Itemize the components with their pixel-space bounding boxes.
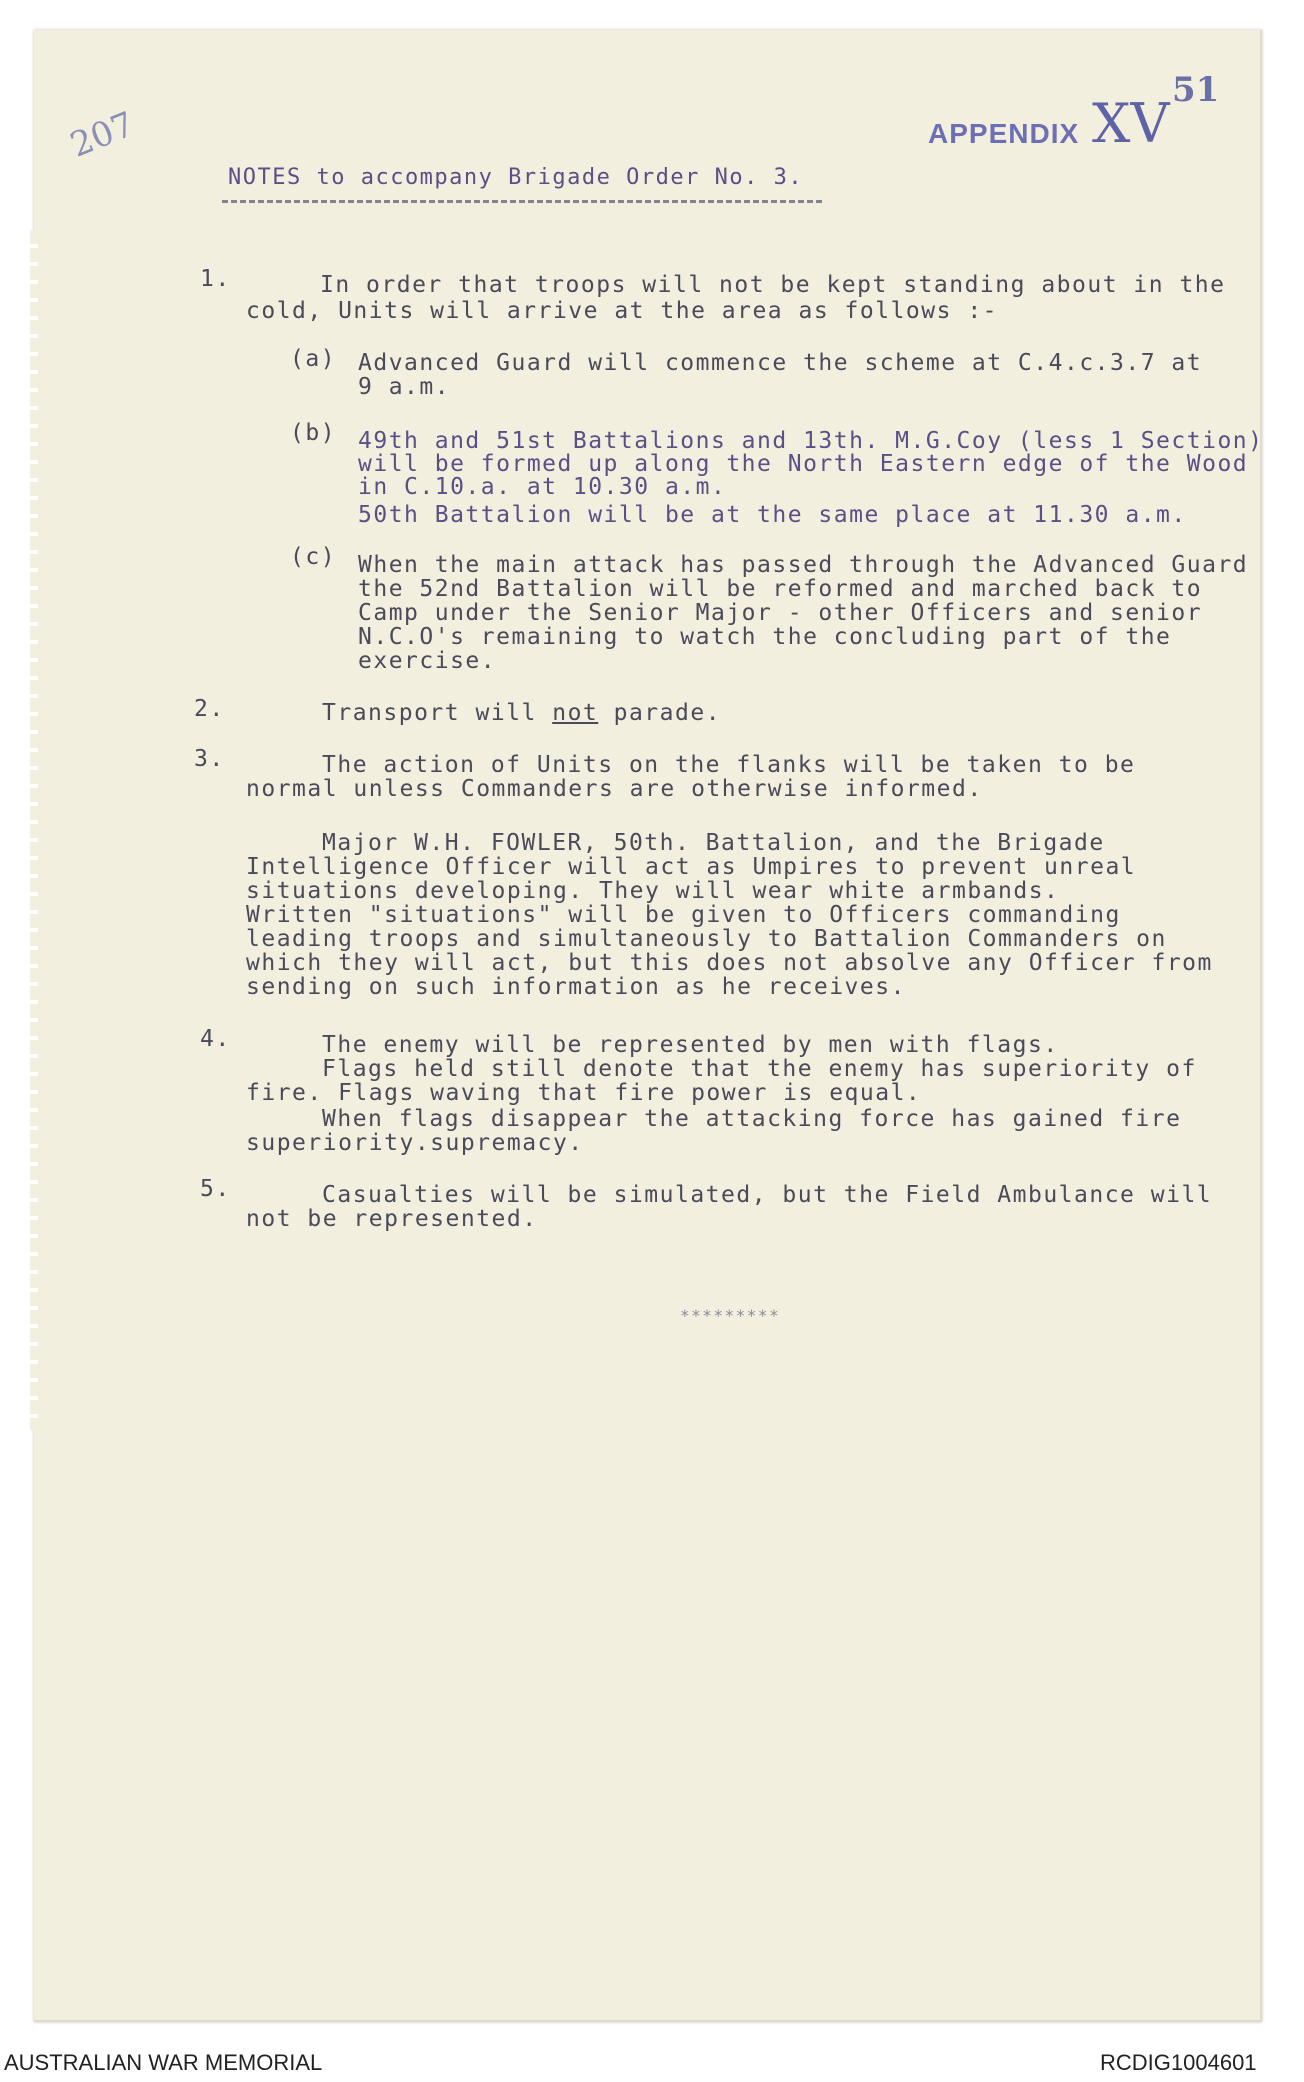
item-1a-line: Advanced Guard will commence the scheme at C.4.c.3.7 at [358,350,1203,376]
item-1c-line: When the main attack has passed through the Advanced Guard [358,552,1249,578]
item-3-para2-line: leading troops and simultaneously to Battalion Commanders on [246,926,1167,952]
item-2-number: 2. [194,696,225,722]
item-4-number: 4. [200,1026,231,1052]
appendix-stamp: APPENDIX [928,118,1080,149]
item-1b-line: 49th and 51st Battalions and 13th. M.G.Coy (less 1 Section) [358,428,1264,454]
item-1a-label: (a) [290,346,337,372]
item-1-number: 1. [200,266,231,292]
item-3-para2-line: sending on such information as he receives. [246,974,906,1000]
item-3-para2-line: situations developing. They will wear white armbands. [246,878,1060,904]
item-4-line: Flags held still denote that the enemy has superiority of [322,1056,1197,1082]
item-2-line [322,700,721,726]
item-4-line: fire. Flags waving that fire power is equal. [246,1080,922,1106]
end-of-document-mark: ********* [680,1306,781,1325]
pencil-page-number: 207 [64,104,141,166]
item-1c-line: the 52nd Battalion will be reformed and marched back to [358,576,1203,602]
item-1c-line: Camp under the Senior Major - other Officers and senior [358,600,1203,626]
footer-record-id: RCDIG1004601 [1100,2050,1257,2075]
item-4-line: The enemy will be represented by men with flags. [322,1032,1059,1058]
item-5-line: Casualties will be simulated, but the Field Ambulance will [322,1182,1213,1208]
item-2-text-post: parade. [598,700,722,726]
item-3-para2-line: Major W.H. FOWLER, 50th. Battalion, and the Brigade [322,830,1105,856]
item-1-line: In order that troops will not be kept standing about in the [320,272,1226,298]
item-3-para2-line: Intelligence Officer will act as Umpires to prevent unreal [246,854,1137,880]
item-2-text-pre: Transport will [322,700,553,726]
item-1b-line: 50th Battalion will be at the same place at 11.30 a.m. [358,502,1187,528]
item-1b-line: in C.10.a. at 10.30 a.m. [358,474,727,500]
folio-number: 51 [1172,70,1220,110]
page-title: NOTES to accompany Brigade Order No. 3. [228,165,804,190]
item-3-line: The action of Units on the flanks will be taken to be [322,752,1136,778]
item-4-line: superiority.supremacy. [246,1130,584,1156]
item-3-para2-line: Written "situations" will be given to Officers commanding [246,902,1121,928]
item-4-line: When flags disappear the attacking force has gained fire [322,1106,1182,1132]
item-3-para2-line: which they will act, but this does not absolve any Officer from [246,950,1213,976]
item-1-line: cold, Units will arrive at the area as follows :- [246,298,999,324]
item-5-number: 5. [200,1176,231,1202]
item-3-number: 3. [194,746,225,772]
item-1b-line: will be formed up along the North Eastern edge of the Wood [358,451,1249,477]
item-1b-label: (b) [290,420,337,446]
item-1a-line: 9 a.m. [358,374,451,400]
footer-institution: AUSTRALIAN WAR MEMORIAL [4,2050,323,2075]
item-1c-line: exercise. [358,648,497,674]
item-1c-line: N.C.O's remaining to watch the concluding part of the [358,624,1172,650]
title-underline [222,200,822,203]
item-2-emphasis: not [552,700,599,726]
item-3-line: normal unless Commanders are otherwise informed. [246,776,983,802]
item-5-line: not be represented. [246,1206,538,1232]
item-1c-label: (c) [290,544,337,570]
appendix-roman-numeral: XV [1092,92,1170,155]
